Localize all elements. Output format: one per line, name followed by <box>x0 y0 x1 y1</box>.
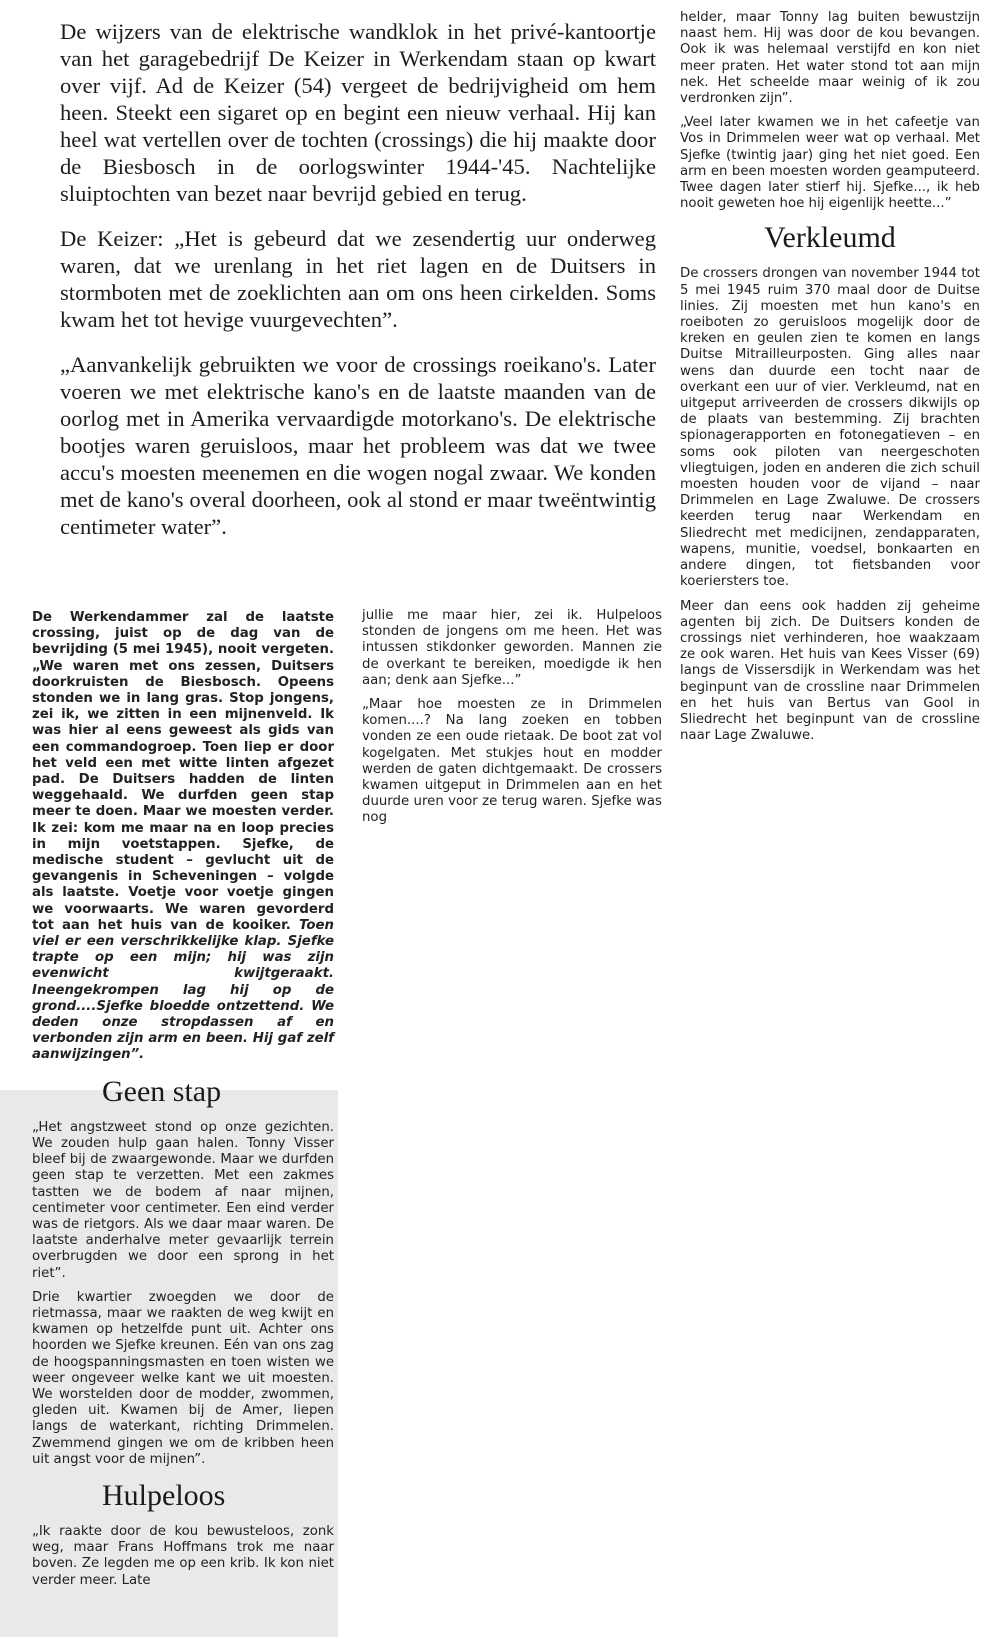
intro-paragraph-1: De wijzers van de elektrische wandklok in het privé-kantoortje van het garagebedrijf De Keizer in Werkendam staan op kwart over vijf. Ad de Keizer (54) vergeet de bedrijvigheid om hem heen. Steekt een sigaret op en begint een nieuw verhaal. Hij kan heel wat vertellen over de tochten (crossings) die hij maakte door de Biesbosch in de oorlogswinter 1944-'45. Nachtelijke sluiptochten van bezet naar bevrijd gebied en terug. <box>60 19 656 206</box>
right-paragraph-2: „Veel later kwamen we in het cafeetje van Vos in Drimmelen weer wat op verhaal. Met Sjefke (twintig jaar) ging het niet goed. Een arm en been moesten worden geamputeerd. Twee dagen later stierf hij. Sjefke..., ik heb nooit geweten hoe hij eigenlijk heette...” <box>680 115 980 212</box>
left-italic-text: Toen viel er een verschrikkelijke klap. Sjefke trapte op een mijn; hij was zijn evenwicht kwijtgeraakt. Ineengekrompen lag hij op de grond....Sjefke bloedde ontzettend. We deden onze stropdassen af en verbonden zijn arm en been. Hij gaf zelf aanwijzingen”. <box>32 917 334 1063</box>
right-column <box>680 10 980 752</box>
right-paragraph-1: helder, maar Tonny lag buiten bewustzijn naast hem. Hij was door de kou bevangen. Ook ik was helemaal verstijfd en kon niet meer praten. Het water stond tot aan mijn nek. Het scheelde maar weinig of ik zou verdronken zijn”. <box>680 10 980 107</box>
right-paragraph-4: Meer dan eens ook hadden zij geheime agenten bij zich. De Duitsers konden de crossings niet verhinderen, hoe waakzaam ze ook waren. Het huis van Kees Visser (69) langs de Vissersdijk in Werkendam was het beginpunt van de crossline naar Drimmelen en het huis van Bertus van Gool in Sliedrecht het beginpunt van de crossline naar Lage Zwaluwe. <box>680 598 980 744</box>
left-paragraph-4: „Ik raakte door de kou bewusteloos, zonk weg, maar Frans Hoffmans trok me naar boven. Ze legden me op een krib. Ik kon niet verder meer. Late <box>32 1523 334 1588</box>
middle-column <box>362 608 662 835</box>
left-bold-text: De Werkendammer zal de laatste crossing, juist op de dag van de bevrijding (5 mei 1945), nooit vergeten. „We waren met ons zessen, Duitsers doorkruisten de Biesbosch. Opeens stonden we in lang gras. Stop jongens, zei ik, we zitten in een mijnenveld. Ik was hier al eens geweest als gids van een commandogroep. Toen liep er door het veld een met witte linten afgezet pad. De Duitsers hadden de linten weggehaald. We durfden geen stap meer te doen. Maar we moesten verder. Ik zei: kom me maar na en loop precies in mijn voetstappen. Sjefke, de medische student – gevlucht uit de gevangenis in Scheveningen – volgde als laatste. Voetje voor voetje gingen we voorwaarts. We waren gevorderd tot aan het huis van de kooiker. <box>32 610 334 933</box>
left-paragraph-2: „Het angstzweet stond op onze gezichten. We zouden hulp gaan halen. Tonny Visser bleef bij de zwaargewonde. Maar we durfden geen stap te verzetten. Met een zakmes tastten we de bodem af naar mijnen, centimeter voor centimeter. Een eind verder was de rietgors. Als we daar maar waren. De laatste anderhalve meter gevaarlijk terrein overbrugden we door een sprong in het riet”. <box>32 1119 334 1281</box>
intro-paragraph-3: „Aanvankelijk gebruikten we voor de crossings roeikano's. Later voeren we met elektrische kano's en de laatste maanden van de oorlog met in Amerika vervaardigde motorkano's. De elektrische bootjes waren geruisloos, maar het probleem was dat we twee accu's moesten meenemen en die wogen nogal zwaar. We konden met de kano's overal doorheen, ook al stond er maar tweëntwintig centimeter water”. <box>60 352 656 539</box>
middle-paragraph-2: „Maar hoe moesten ze in Drimmelen komen....? Na lang zoeken en tobben vonden ze een oude rietaak. De boot zat vol kogelgaten. Met stukjes hout en modder werden de gaten dichtgemaakt. De crossers kwamen uitgeput in Drimmelen aan en het duurde uren voor ze terug waren. Sjefke was nog <box>362 697 662 826</box>
right-paragraph-3: De crossers drongen van november 1944 tot 5 mei 1945 ruim 370 maal door de Duitse linies. Zij moesten met hun kano's en roeiboten zo geruisloos mogelijk door de kreken en geulen zien te komen en langs Duitse Mitrailleurposten. Ging alles naar wens dan duurde een tocht naar de overkant een uur of vier. Verkleumd, nat en uitgeput arriveerden de crossers dikwijls op de plaats van bestemming. Zij brachten spionagerapporten en fotonegatieven – en soms ook piloten van neergeschoten vliegtuigen, joden en anderen die zich schuil moesten houden voor de vijand – naar Drimmelen en Lage Zwaluwe. De crossers keerden terug naar Werkendam en Sliedrecht met medicijnen, zendapparaten, wapens, munitie, voedsel, bonkaarten en andere dingen, tot fietsbanden voor koeriersters toe. <box>680 266 980 590</box>
left-bold-paragraph <box>32 610 334 1064</box>
intro-section <box>60 18 656 558</box>
heading-verkleumd: Verkleumd <box>764 221 896 255</box>
heading-hulpeloos: Hulpeloos <box>102 1478 226 1512</box>
intro-paragraph-2: De Keizer: „Het is gebeurd dat we zesendertig uur onderweg waren, dat we urenlang in het riet lagen en de Duitsers in stormboten met de zoeklichten aan om ons heen cirkelden. Soms kwam het tot hevige vuurgevechten”. <box>60 226 656 332</box>
middle-paragraph-1: jullie me maar hier, zei ik. Hulpeloos stonden de jongens om me heen. Het was intussen stikdonker geworden. Mannen zie de overkant te bereiken, moedigde ik hen aan; denk aan Sjefke...” <box>362 608 662 688</box>
left-column <box>32 610 334 1597</box>
left-paragraph-3: Drie kwartier zwoegden we door de rietmassa, maar we raakten de weg kwijt en kwamen op hetzelfde punt uit. Achter ons hoorden we Sjefke kreunen. Eén van ons zag de hoogspanningsmasten en toen wisten we weer ongeveer welke kant we uit moesten. We worstelden door de modder, zwommen, gleden uit. Kwamen bij de Amer, liepen langs de waterkant, richting Drimmelen. Zwemmend gingen we om de kribben heen uit angst voor de mijnen”. <box>32 1289 334 1467</box>
heading-geen-stap: Geen stap <box>102 1074 222 1108</box>
